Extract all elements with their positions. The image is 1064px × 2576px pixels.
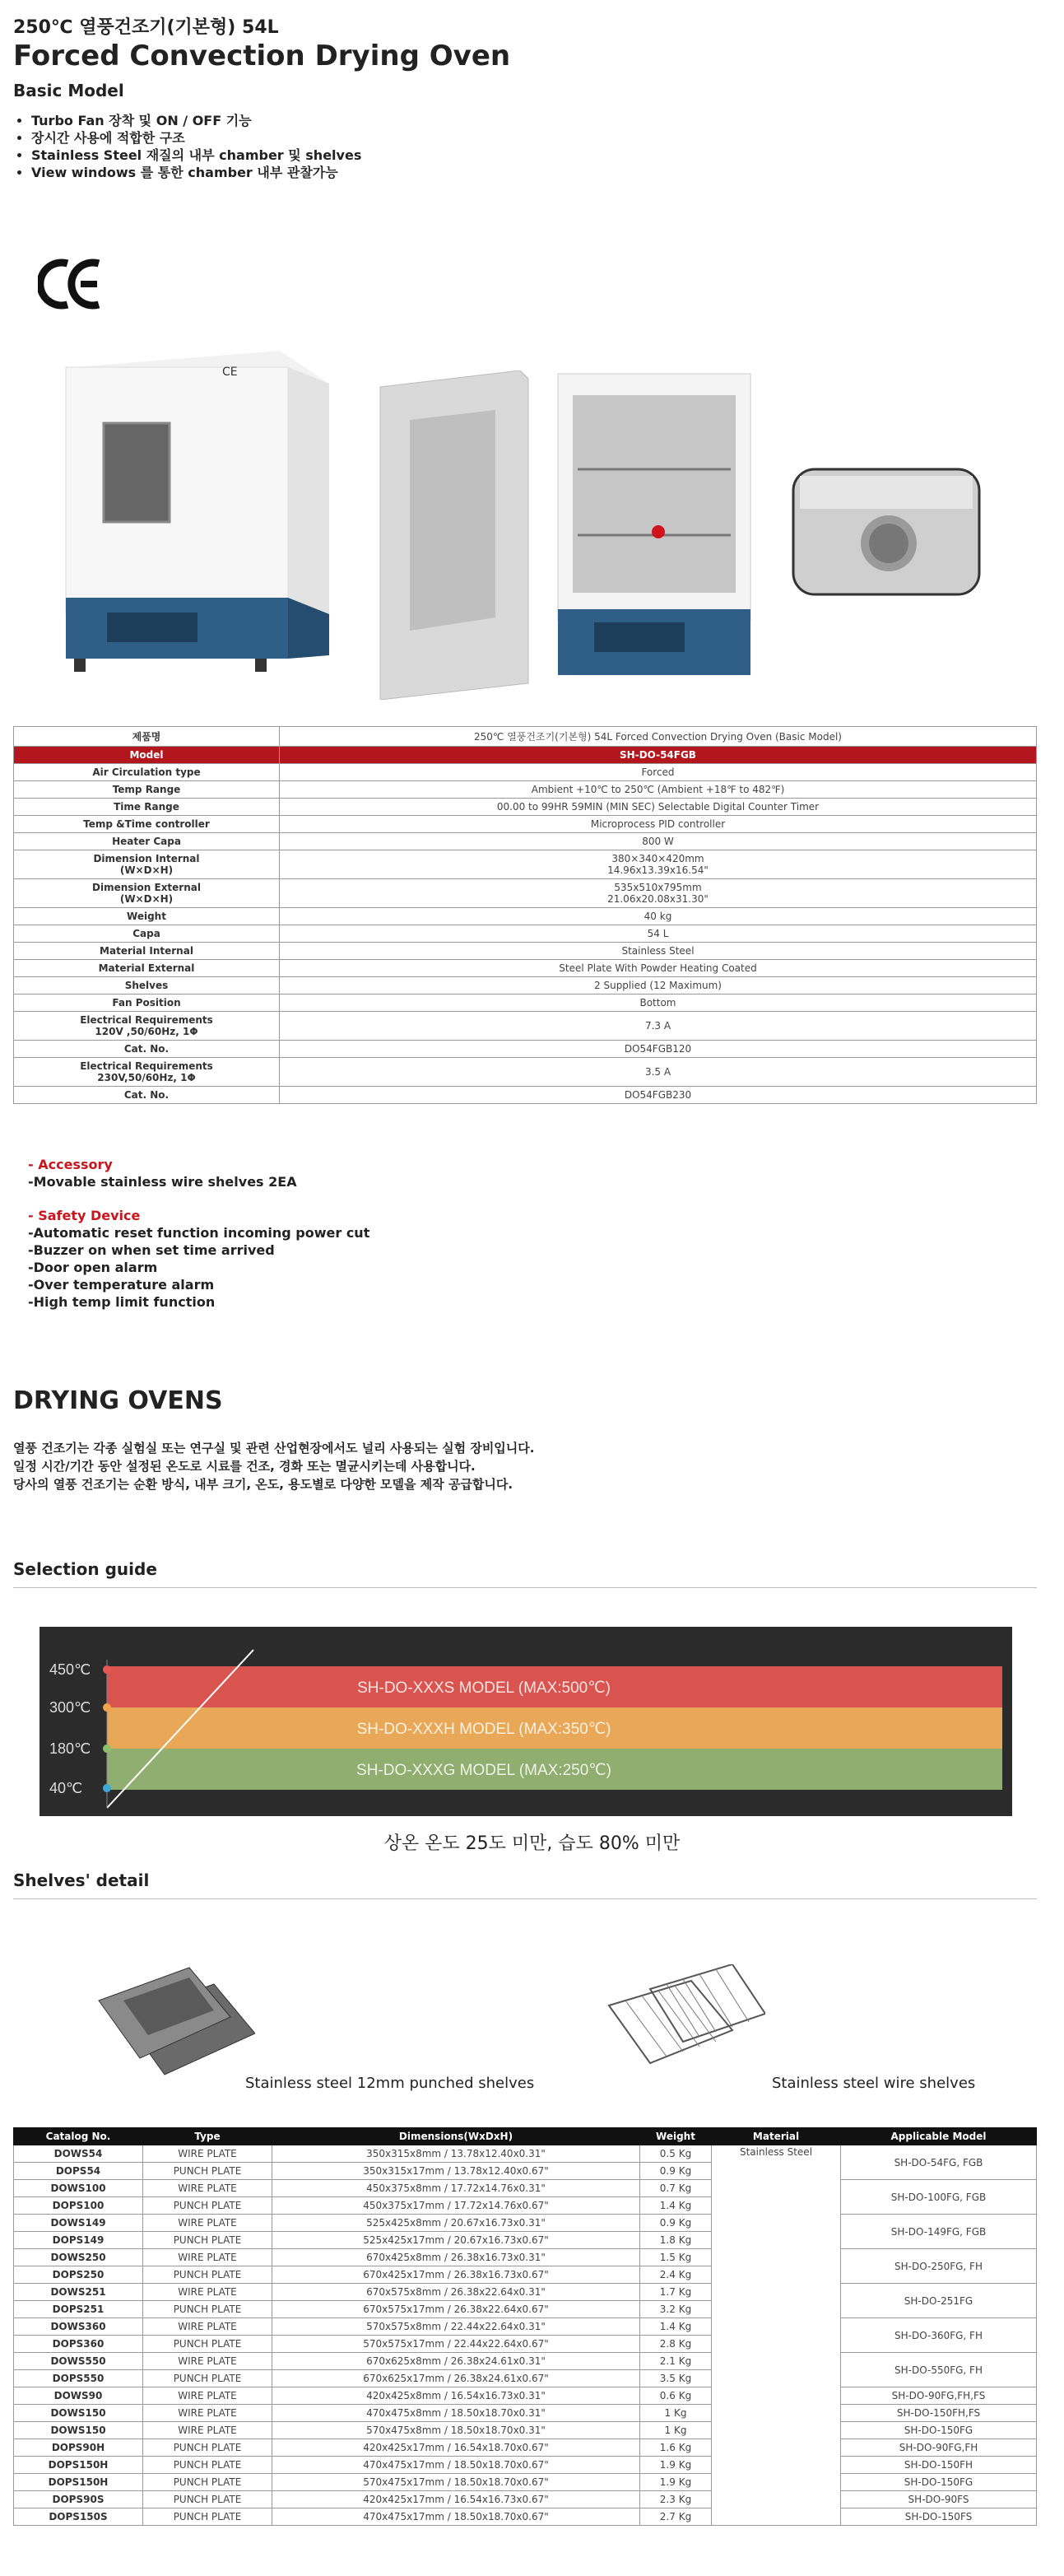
spec-label — [14, 908, 280, 925]
catalog-row — [14, 2439, 1037, 2457]
selection-guide-graphic — [39, 1627, 1012, 1816]
spec-label — [14, 943, 280, 960]
type-cell: PUNCH PLATE — [143, 2370, 272, 2387]
spec-value-line: Bottom — [639, 997, 676, 1009]
type-cell: PUNCH PLATE — [143, 2197, 272, 2215]
type-cell: PUNCH PLATE — [143, 2301, 272, 2318]
spec-label-line: Time Range — [114, 801, 179, 813]
catalog-row — [14, 2387, 1037, 2405]
spec-row — [14, 1012, 1037, 1041]
spec-label — [14, 1041, 280, 1058]
oven-open-image — [372, 370, 764, 700]
spec-table — [13, 726, 1037, 1104]
type-cell: WIRE PLATE — [143, 2284, 272, 2301]
selection-guide-title: Selection guide — [13, 1559, 157, 1579]
applicable-model-cell: SH-DO-150FG — [841, 2422, 1037, 2439]
spec-label-line: Capa — [132, 928, 160, 939]
type-cell: WIRE PLATE — [143, 2145, 272, 2163]
catalog-no: DOPS550 — [14, 2370, 143, 2387]
spec-label-line: 230V,50/60Hz, 1Φ — [97, 1072, 196, 1083]
dimensions-cell: 670x625x17mm / 26.38x24.61x0.67" — [272, 2370, 640, 2387]
feature-item: • Stainless Steel 재질의 내부 chamber 및 shelves — [31, 147, 361, 164]
catalog-row — [14, 2422, 1037, 2439]
applicable-model-cell: SH-DO-550FG, FH — [841, 2353, 1037, 2387]
column-header: Applicable Model — [841, 2128, 1037, 2145]
feature-list — [13, 112, 361, 181]
weight-cell: 2.1 Kg — [640, 2353, 712, 2370]
tick-label: 180℃ — [49, 1740, 91, 1757]
spec-row — [14, 960, 1037, 977]
spec-value-line: 14.96x13.39x16.54" — [607, 864, 709, 876]
description-line: 당사의 열풍 건조기는 순환 방식, 내부 크기, 온도, 용도별로 다양한 모델을 제작 공급합니다. — [13, 1477, 513, 1492]
shelves-title: Shelves' detail — [13, 1870, 150, 1890]
spec-value — [280, 1087, 1037, 1104]
safety-section — [28, 1207, 369, 1311]
type-cell: PUNCH PLATE — [143, 2163, 272, 2180]
catalog-row — [14, 2491, 1037, 2508]
catalog-no: DOPS150H — [14, 2474, 143, 2491]
spec-value — [280, 850, 1037, 879]
spec-label — [14, 879, 280, 908]
catalog-no: DOWS250 — [14, 2249, 143, 2266]
punched-shelf-label: Stainless steel 12mm punched shelves — [245, 2075, 535, 2092]
weight-cell: 2.3 Kg — [640, 2491, 712, 2508]
catalog-row — [14, 2474, 1037, 2491]
safety-title: - Safety Device — [28, 1208, 141, 1223]
spec-row — [14, 799, 1037, 816]
column-header: Weight — [640, 2128, 712, 2145]
catalog-no: DOPS90H — [14, 2439, 143, 2457]
column-header: Catalog No. — [14, 2128, 143, 2145]
catalog-table — [13, 2127, 1037, 2526]
weight-cell: 0.6 Kg — [640, 2387, 712, 2405]
safety-item: -Door open alarm — [28, 1260, 158, 1275]
accessory-item: -Movable stainless wire shelves 2EA — [28, 1174, 297, 1190]
column-header: Material — [712, 2128, 841, 2145]
spec-label-line: Fan Position — [112, 997, 181, 1009]
spec-value-line: 40 kg — [644, 911, 672, 922]
product-title-kr: 250℃ 열풍건조기(기본형) 54L — [13, 17, 279, 38]
spec-row — [14, 1087, 1037, 1104]
spec-label — [14, 850, 280, 879]
dimensions-cell: 450x375x17mm / 17.72x14.76x0.67" — [272, 2197, 640, 2215]
svg-text:CE: CE — [222, 366, 238, 379]
feature-item: • 장시간 사용에 적합한 구조 — [31, 129, 361, 147]
safety-item: -Over temperature alarm — [28, 1277, 215, 1293]
catalog-no: DOWS251 — [14, 2284, 143, 2301]
weight-cell: 3.5 Kg — [640, 2370, 712, 2387]
dimensions-cell: 420x425x17mm / 16.54x16.73x0.67" — [272, 2491, 640, 2508]
type-cell: WIRE PLATE — [143, 2180, 272, 2197]
weight-cell: 1.6 Kg — [640, 2439, 712, 2457]
type-cell: PUNCH PLATE — [143, 2491, 272, 2508]
catalog-row — [14, 2249, 1037, 2266]
applicable-model-cell: SH-DO-250FG, FH — [841, 2249, 1037, 2284]
applicable-model-cell: SH-DO-150FG — [841, 2474, 1037, 2491]
catalog-row — [14, 2457, 1037, 2474]
catalog-no: DOWS150 — [14, 2405, 143, 2422]
spec-row — [14, 1058, 1037, 1087]
spec-row — [14, 781, 1037, 799]
safety-item: -Automatic reset function incoming power cut — [28, 1225, 370, 1241]
catalog-no: DOWS90 — [14, 2387, 143, 2405]
weight-cell: 0.7 Kg — [640, 2180, 712, 2197]
spec-value — [280, 816, 1037, 833]
fan-detail-image — [792, 468, 981, 596]
catalog-no: DOWS150 — [14, 2422, 143, 2439]
drying-ovens-description — [13, 1439, 534, 1493]
spec-label-line: (W×D×H) — [119, 864, 174, 876]
catalog-row — [14, 2215, 1037, 2232]
spec-value — [280, 977, 1037, 995]
spec-label-line: Electrical Requirements — [80, 1014, 213, 1026]
weight-cell: 1.8 Kg — [640, 2232, 712, 2249]
catalog-no: DOPS150S — [14, 2508, 143, 2526]
spec-label-line: Cat. No. — [123, 1089, 170, 1101]
spec-value — [280, 943, 1037, 960]
dimensions-cell: 670x425x17mm / 26.38x16.73x0.67" — [272, 2266, 640, 2284]
dimensions-cell: 570x475x17mm / 18.50x18.70x0.67" — [272, 2474, 640, 2491]
catalog-no: DOPS250 — [14, 2266, 143, 2284]
spec-row — [14, 943, 1037, 960]
spec-value: SH-DO-54FGB — [280, 747, 1037, 764]
catalog-no: DOWS550 — [14, 2353, 143, 2370]
dimensions-cell: 470x475x17mm / 18.50x18.70x0.67" — [272, 2457, 640, 2474]
weight-cell: 2.7 Kg — [640, 2508, 712, 2526]
divider — [13, 1587, 1037, 1588]
spec-value-line: 21.06x20.08x31.30" — [607, 893, 709, 905]
catalog-no: DOWS54 — [14, 2145, 143, 2163]
catalog-no: DOPS90S — [14, 2491, 143, 2508]
type-cell: WIRE PLATE — [143, 2318, 272, 2336]
weight-cell: 0.5 Kg — [640, 2145, 712, 2163]
catalog-no: DOPS360 — [14, 2336, 143, 2353]
spec-label — [14, 1012, 280, 1041]
spec-label — [14, 977, 280, 995]
feature-item: • Turbo Fan 장착 및 ON / OFF 기능 — [31, 112, 361, 129]
spec-row — [14, 816, 1037, 833]
spec-label-line: Temp Range — [112, 784, 181, 795]
catalog-no: DOPS150H — [14, 2457, 143, 2474]
dimensions-cell: 470x475x8mm / 18.50x18.70x0.31" — [272, 2405, 640, 2422]
spec-row — [14, 850, 1037, 879]
dimensions-cell: 350x315x17mm / 13.78x12.40x0.67" — [272, 2163, 640, 2180]
spec-value-line: Forced — [641, 766, 675, 778]
catalog-row — [14, 2318, 1037, 2336]
catalog-row — [14, 2145, 1037, 2163]
feature-item: • View windows 를 통한 chamber 내부 관찰가능 — [31, 164, 361, 181]
spec-label: Model — [14, 747, 280, 764]
applicable-model-cell: SH-DO-360FG, FH — [841, 2318, 1037, 2353]
spec-value-line: 535x510x795mm — [614, 882, 702, 893]
spec-label — [14, 833, 280, 850]
drying-ovens-title: DRYING OVENS — [13, 1386, 223, 1415]
spec-label-line: Dimension External — [92, 882, 201, 893]
type-cell: PUNCH PLATE — [143, 2457, 272, 2474]
dimensions-cell: 570x475x8mm / 18.50x18.70x0.31" — [272, 2422, 640, 2439]
applicable-model-cell: SH-DO-90FG,FH,FS — [841, 2387, 1037, 2405]
spec-label — [14, 816, 280, 833]
spec-value — [280, 833, 1037, 850]
spec-value-line: DO54FGB230 — [624, 1089, 692, 1101]
tick-label: 450℃ — [49, 1661, 91, 1678]
spec-label-line: Heater Capa — [112, 836, 181, 847]
spec-label-line: Dimension Internal — [93, 853, 200, 864]
spec-value-line: 380×340×420mm — [611, 853, 704, 864]
type-cell: WIRE PLATE — [143, 2405, 272, 2422]
spec-value-line: DO54FGB120 — [624, 1043, 692, 1055]
spec-value-line: Steel Plate With Powder Heating Coated — [559, 962, 757, 974]
type-cell: PUNCH PLATE — [143, 2266, 272, 2284]
catalog-row — [14, 2508, 1037, 2526]
spec-label — [14, 960, 280, 977]
applicable-model-cell: SH-DO-100FG, FGB — [841, 2180, 1037, 2215]
applicable-model-cell: SH-DO-150FH,FS — [841, 2405, 1037, 2422]
dimensions-cell: 570x575x8mm / 22.44x22.64x0.31" — [272, 2318, 640, 2336]
oven-closed-image — [58, 351, 337, 688]
spec-label-line: (W×D×H) — [119, 893, 174, 905]
spec-value-line: 54 L — [647, 928, 669, 939]
catalog-no: DOPS54 — [14, 2163, 143, 2180]
dimensions-cell: 525x425x17mm / 20.67x16.73x0.67" — [272, 2232, 640, 2249]
wire-shelf-image — [601, 1964, 765, 2080]
applicable-model-cell: SH-DO-90FS — [841, 2491, 1037, 2508]
dimensions-cell: 670x575x17mm / 26.38x22.64x0.67" — [272, 2301, 640, 2318]
description-line: 열풍 건조기는 각종 실험실 또는 연구실 및 관련 산업현장에서도 널리 사용되는 실험 장비입니다. — [13, 1441, 535, 1456]
spec-value-line: 7.3 A — [644, 1020, 671, 1032]
catalog-row — [14, 2180, 1037, 2197]
product-subtitle: Basic Model — [13, 81, 124, 100]
weight-cell: 0.9 Kg — [640, 2215, 712, 2232]
safety-item: -Buzzer on when set time arrived — [28, 1242, 275, 1258]
catalog-row — [14, 2405, 1037, 2422]
type-cell: WIRE PLATE — [143, 2353, 272, 2370]
catalog-no: DOPS149 — [14, 2232, 143, 2249]
catalog-row — [14, 2284, 1037, 2301]
spec-label — [14, 781, 280, 799]
weight-cell: 1.9 Kg — [640, 2457, 712, 2474]
accessory-title: - Accessory — [28, 1157, 113, 1172]
type-cell: WIRE PLATE — [143, 2215, 272, 2232]
spec-label-line: Shelves — [124, 980, 169, 991]
dimensions-cell: 570x575x17mm / 22.44x22.64x0.67" — [272, 2336, 640, 2353]
spec-label-line: Temp &Time controller — [83, 818, 210, 830]
weight-cell: 1 Kg — [640, 2422, 712, 2439]
safety-item: -High temp limit function — [28, 1294, 216, 1310]
spec-value-line: 2 Supplied (12 Maximum) — [594, 980, 722, 991]
spec-label — [14, 1087, 280, 1104]
type-cell: PUNCH PLATE — [143, 2439, 272, 2457]
spec-value-line: Stainless Steel — [621, 945, 695, 957]
spec-value-line: Ambient +10℃ to 250℃ (Ambient +18℉ to 482℉) — [531, 784, 785, 795]
applicable-model-cell: SH-DO-90FG,FH — [841, 2439, 1037, 2457]
spec-value: 250℃ 열풍건조기(기본형) 54L Forced Convection Drying Oven (Basic Model) — [280, 727, 1037, 747]
dimensions-cell: 670x575x8mm / 26.38x22.64x0.31" — [272, 2284, 640, 2301]
spec-label-line: Electrical Requirements — [80, 1060, 213, 1072]
type-cell: WIRE PLATE — [143, 2249, 272, 2266]
description-line: 일정 시간/기간 동안 설정된 온도로 시료를 건조, 경화 또는 멸균시키는데 사용합니다. — [13, 1459, 476, 1474]
spec-label-line: Cat. No. — [123, 1043, 170, 1055]
accessory-section — [28, 1156, 297, 1190]
dimensions-cell: 525x425x8mm / 20.67x16.73x0.31" — [272, 2215, 640, 2232]
spec-label: 제품명 — [14, 727, 280, 747]
spec-label — [14, 764, 280, 781]
spec-value-line: 00.00 to 99HR 59MIN (MIN SEC) Selectable Digital Counter Timer — [496, 801, 820, 813]
band-label: SH-DO-XXXG MODEL (MAX:250℃) — [356, 1762, 611, 1779]
band-label: SH-DO-XXXS MODEL (MAX:500℃) — [357, 1679, 611, 1697]
weight-cell: 1.4 Kg — [640, 2318, 712, 2336]
spec-value — [280, 1012, 1037, 1041]
weight-cell: 1 Kg — [640, 2405, 712, 2422]
material-cell: Stainless Steel — [712, 2145, 841, 2526]
spec-label — [14, 799, 280, 816]
dimensions-cell: 450x375x8mm / 17.72x14.76x0.31" — [272, 2180, 640, 2197]
dimensions-cell: 670x425x8mm / 26.38x16.73x0.31" — [272, 2249, 640, 2266]
dimensions-cell: 420x425x17mm / 16.54x18.70x0.67" — [272, 2439, 640, 2457]
divider — [13, 1898, 1037, 1899]
spec-row — [14, 925, 1037, 943]
spec-label-line: Material Internal — [100, 945, 193, 957]
weight-cell: 2.8 Kg — [640, 2336, 712, 2353]
catalog-no: DOWS360 — [14, 2318, 143, 2336]
weight-cell: 1.5 Kg — [640, 2249, 712, 2266]
spec-value — [280, 781, 1037, 799]
spec-row — [14, 833, 1037, 850]
weight-cell: 2.4 Kg — [640, 2266, 712, 2284]
product-title-en: Forced Convection Drying Oven — [13, 40, 511, 72]
spec-label — [14, 925, 280, 943]
spec-header-row — [14, 727, 1037, 747]
wire-shelf-label: Stainless steel wire shelves — [772, 2075, 976, 2092]
type-cell: PUNCH PLATE — [143, 2474, 272, 2491]
catalog-no: DOWS100 — [14, 2180, 143, 2197]
catalog-row — [14, 2353, 1037, 2370]
spec-label-line: 120V ,50/60Hz, 1Φ — [95, 1026, 198, 1037]
spec-value — [280, 925, 1037, 943]
spec-row — [14, 879, 1037, 908]
spec-value-line: 800 W — [642, 836, 674, 847]
punched-shelf-image — [91, 1959, 255, 2083]
weight-cell: 1.7 Kg — [640, 2284, 712, 2301]
applicable-model-cell: SH-DO-251FG — [841, 2284, 1037, 2318]
spec-label — [14, 1058, 280, 1087]
weight-cell: 1.4 Kg — [640, 2197, 712, 2215]
spec-row — [14, 764, 1037, 781]
spec-label — [14, 995, 280, 1012]
spec-label-line: Weight — [127, 911, 166, 922]
weight-cell: 0.9 Kg — [640, 2163, 712, 2180]
band-label: SH-DO-XXXH MODEL (MAX:350℃) — [356, 1721, 611, 1738]
spec-value — [280, 879, 1037, 908]
spec-value — [280, 764, 1037, 781]
applicable-model-cell: SH-DO-149FG, FGB — [841, 2215, 1037, 2249]
spec-value — [280, 1041, 1037, 1058]
ce-mark-icon — [38, 255, 104, 313]
spec-row — [14, 995, 1037, 1012]
applicable-model-cell: SH-DO-150FH — [841, 2457, 1037, 2474]
column-header: Dimensions(WxDxH) — [272, 2128, 640, 2145]
catalog-no: DOPS251 — [14, 2301, 143, 2318]
spec-value — [280, 995, 1037, 1012]
spec-row — [14, 908, 1037, 925]
catalog-no: DOWS149 — [14, 2215, 143, 2232]
type-cell: WIRE PLATE — [143, 2422, 272, 2439]
spec-label-line: Material External — [98, 962, 195, 974]
dimensions-cell: 670x625x8mm / 26.38x24.61x0.31" — [272, 2353, 640, 2370]
spec-model-row — [14, 747, 1037, 764]
type-cell: PUNCH PLATE — [143, 2336, 272, 2353]
applicable-model-cell: SH-DO-150FS — [841, 2508, 1037, 2526]
type-cell: PUNCH PLATE — [143, 2508, 272, 2526]
dimensions-cell: 350x315x8mm / 13.78x12.40x0.31" — [272, 2145, 640, 2163]
dimensions-cell: 470x475x17mm / 18.50x18.70x0.67" — [272, 2508, 640, 2526]
catalog-no: DOPS100 — [14, 2197, 143, 2215]
spec-value — [280, 1058, 1037, 1087]
type-cell: WIRE PLATE — [143, 2387, 272, 2405]
selection-guide-caption: 상온 온도 25도 미만, 습도 80% 미만 — [383, 1833, 681, 1854]
catalog-header-row — [14, 2128, 1037, 2145]
spec-row — [14, 1041, 1037, 1058]
column-header: Type — [143, 2128, 272, 2145]
spec-value-line: Microprocess PID controller — [590, 818, 726, 830]
spec-value — [280, 960, 1037, 977]
spec-value — [280, 908, 1037, 925]
tick-label: 40℃ — [49, 1780, 83, 1796]
spec-label-line: Air Circulation type — [92, 766, 201, 778]
weight-cell: 1.9 Kg — [640, 2474, 712, 2491]
weight-cell: 3.2 Kg — [640, 2301, 712, 2318]
spec-row — [14, 977, 1037, 995]
spec-value-line: 3.5 A — [644, 1066, 671, 1078]
spec-value — [280, 799, 1037, 816]
applicable-model-cell: SH-DO-54FG, FGB — [841, 2145, 1037, 2180]
type-cell: PUNCH PLATE — [143, 2232, 272, 2249]
tick-label: 300℃ — [49, 1699, 91, 1716]
dimensions-cell: 420x425x8mm / 16.54x16.73x0.31" — [272, 2387, 640, 2405]
